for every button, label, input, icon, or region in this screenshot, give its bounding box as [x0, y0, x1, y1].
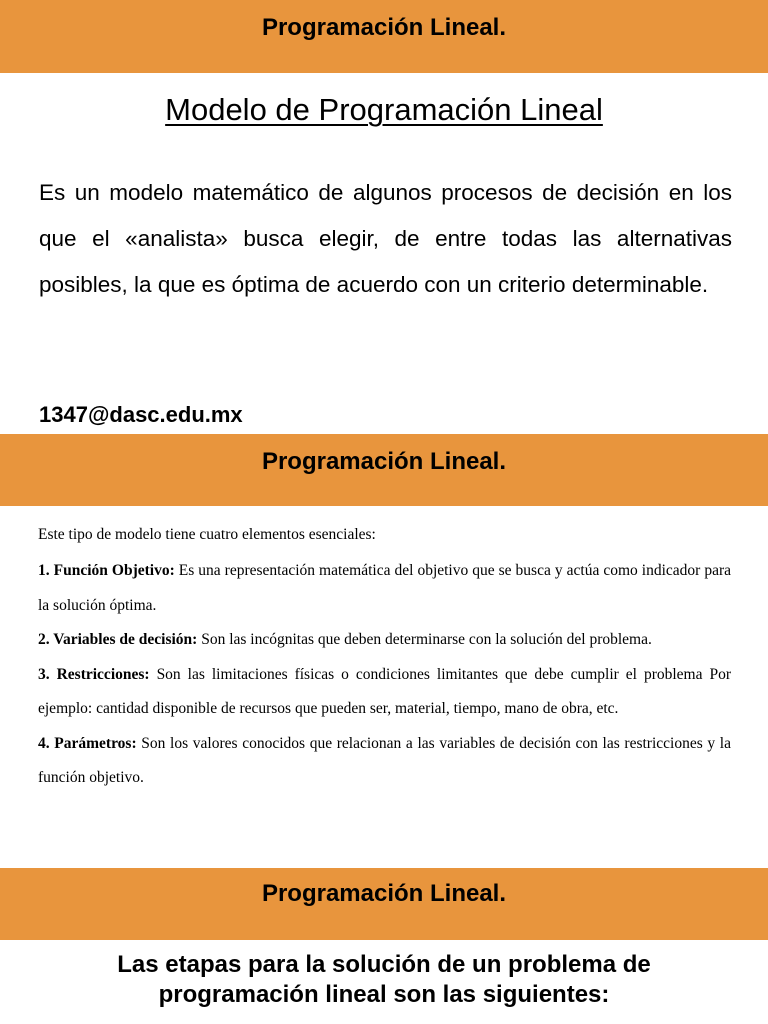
- slide2-body: [38, 520, 731, 868]
- slide1-title: Modelo de Programación Lineal: [165, 92, 603, 127]
- element-item-parameters: [38, 727, 731, 796]
- slide2-header: [0, 434, 768, 506]
- element-item-variables: [38, 623, 731, 658]
- slide1-email: 1347@dasc.edu.mx: [39, 402, 243, 427]
- slide2-header-title: Programación Lineal.: [261, 448, 507, 475]
- slide1-header-title: Programación Lineal.: [261, 14, 507, 41]
- element-item-restrictions: [38, 658, 731, 727]
- element-label: 3. Restricciones:: [38, 665, 150, 683]
- element-label: 1. Función Objetivo:: [38, 562, 175, 579]
- slide1-header: [0, 0, 768, 73]
- slide3-line2: programación lineal son las siguientes:: [158, 981, 610, 1008]
- element-item-objective: [38, 554, 731, 623]
- slide3-line1: Las etapas para la solución de un problema de: [117, 951, 651, 978]
- slide3-text: [0, 950, 768, 1010]
- element-text: Son las incógnitas que deben determinarse con la solución del problema.: [201, 631, 652, 648]
- element-label: 4. Parámetros:: [38, 734, 137, 752]
- element-text: Son las limitaciones físicas o condiciones limitantes que debe cumplir el problema Por ejemplo: cantidad disponible de recursos que pueden ser, material, tiempo, mano de obra, etc.: [38, 665, 731, 717]
- slide3-header-title: Programación Lineal.: [261, 880, 507, 907]
- element-text: Es una representación matemática del objetivo que se busca y actúa como indicador para la solución óptima.: [38, 562, 731, 614]
- element-text: Son los valores conocidos que relacionan a las variables de decisión con las restricciones y la función objetivo.: [38, 734, 731, 786]
- slide1-paragraph: Es un modelo matemático de algunos procesos de decisión en los que el «analista» busca elegir, de entre todas las alternativas posibles, la que es óptima de acuerdo con un criterio determinable.: [39, 180, 732, 297]
- slide2-intro: Este tipo de modelo tiene cuatro elementos esenciales:: [38, 526, 376, 543]
- element-label: 2. Variables de decisión:: [38, 631, 198, 648]
- slide3-header: [0, 868, 768, 940]
